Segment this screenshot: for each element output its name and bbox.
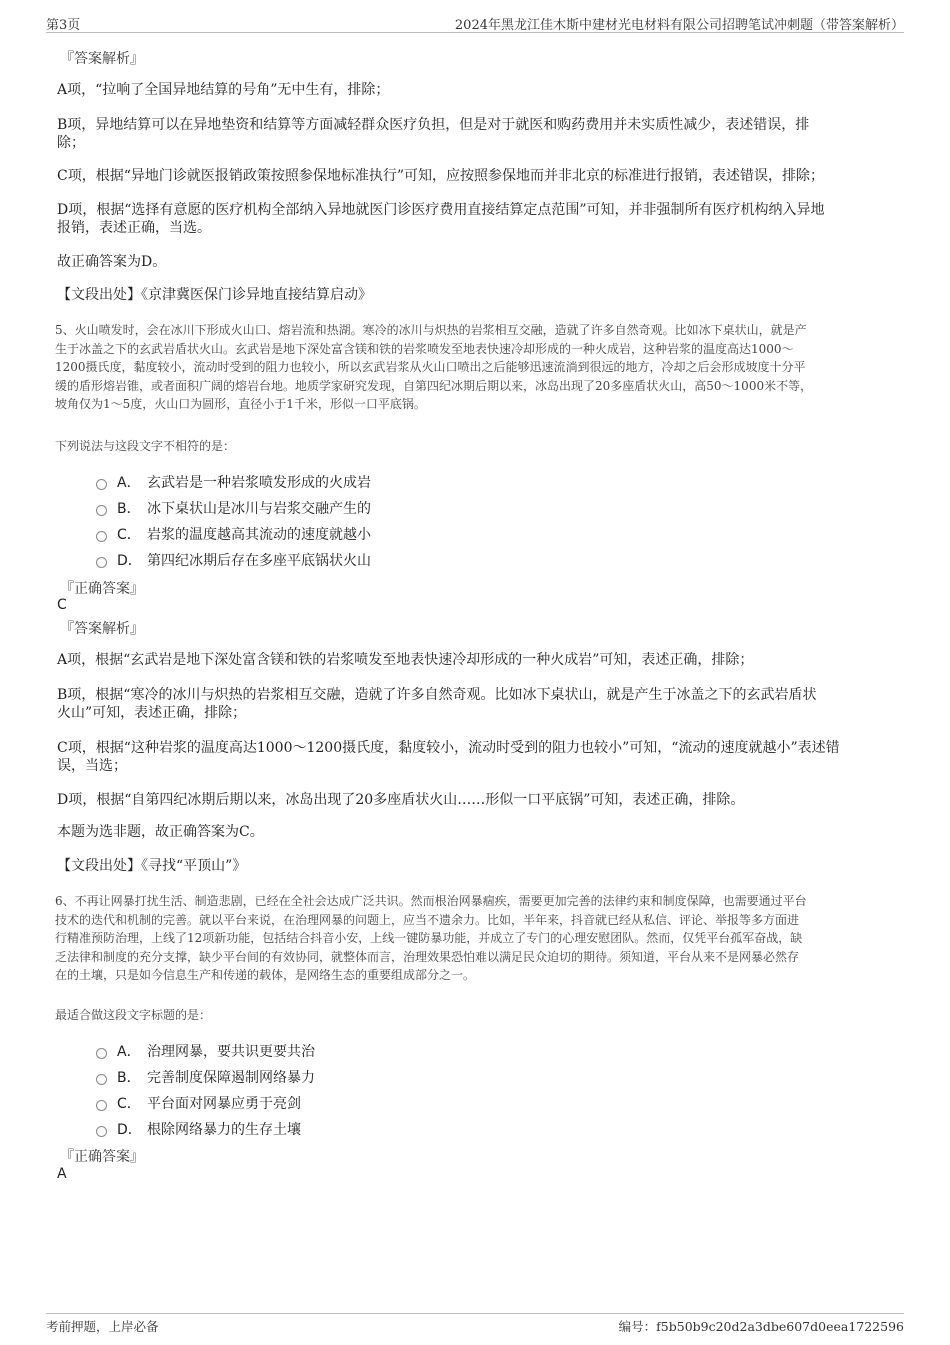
option-a[interactable]: A． 玄武岩是一种岩浆喷发形成的火成岩 [96, 472, 371, 492]
source-citation: 【文段出处】《京津冀医保门诊异地直接结算启动》 [57, 287, 372, 303]
question-5-prompt: 下列说法与这段文字不相符的是： [55, 439, 236, 453]
radio-icon[interactable] [96, 479, 107, 490]
option-c[interactable]: C． 平台面对网暴应勇于亮剑 [96, 1093, 301, 1113]
page-footer [46, 1313, 904, 1336]
option-d[interactable]: D． 第四纪冰期后存在多座平底锅状火山 [96, 550, 371, 570]
radio-icon[interactable] [96, 1074, 107, 1085]
source-citation: 【文段出处】《寻找“平顶山”》 [57, 858, 247, 874]
option-c[interactable]: C． 岩浆的温度越高其流动的速度就越小 [96, 524, 371, 544]
correct-answer-label: 『正确答案』 [60, 581, 144, 597]
analysis-label: 『答案解析』 [60, 51, 144, 67]
option-b[interactable]: B． 完善制度保障遏制网络暴力 [96, 1067, 315, 1087]
analysis-b-line2: 火山”可知，表述正确，排除； [57, 705, 247, 721]
radio-icon[interactable] [96, 531, 107, 542]
analysis-a: A项，“拉响了全国异地结算的号角”无中生有，排除； [57, 82, 390, 98]
analysis-b-line1: B项，异地结算可以在异地垫资和结算等方面减轻群众医疗负担，但是对于就医和购药费用并未实质性减少，表述错误，排 [57, 117, 810, 133]
analysis-c: C项，根据“异地门诊就医报销政策按照参保地标准执行”可知，应按照参保地而并非北京的标准进行报销，表述错误，排除； [57, 168, 825, 184]
correct-answer-label: 『正确答案』 [60, 1149, 144, 1165]
radio-icon[interactable] [96, 505, 107, 516]
page-header [46, 12, 904, 33]
correct-answer: C [57, 597, 67, 613]
analysis-b-line2: 除； [57, 135, 85, 151]
analysis-label: 『答案解析』 [60, 621, 144, 637]
analysis-d-line1: D项，根据“选择有意愿的医疗机构全部纳入异地就医门诊医疗费用直接结算定点范围”可知，并非强制所有医疗机构纳入异地 [57, 202, 825, 218]
correct-answer: A [57, 1166, 67, 1182]
analysis-c-line2: 误，当选； [57, 758, 127, 774]
option-b[interactable]: B． 冰下桌状山是冰川与岩浆交融产生的 [96, 498, 371, 518]
analysis-conclusion: 故正确答案为D。 [57, 254, 167, 270]
analysis-c-line1: C项，根据“这种岩浆的温度高达1000～1200摄氏度，黏度较小，流动时受到的阻力也较小”可知，“流动的速度就越小”表述错 [57, 740, 840, 756]
footer-slogan: 考前押题，上岸必备 [46, 1319, 159, 1334]
page-number: 第3页 [46, 18, 81, 33]
analysis-conclusion: 本题为选非题，故正确答案为C。 [57, 824, 264, 840]
analysis-d-line2: 报销，表述正确，当选。 [57, 220, 211, 236]
question-6-prompt: 最适合做这段文字标题的是： [55, 1008, 212, 1022]
option-d[interactable]: D． 根除网络暴力的生存土壤 [96, 1119, 301, 1139]
question-5-passage: 5、火山喷发时，会在冰川下形成火山口、熔岩流和热湖。寒冷的冰川与炽热的岩浆相互交融，造就了许多自然奇观。比如冰下桌状山，就是产 生于冰盖之下的玄武岩盾状火山。玄武岩是地下深处富含镁和铁的岩浆喷发至地表快速冷却形成的一种火成岩，这种岩浆的温度高达1000～ 1200摄氏度，黏度较小，流动时受到的阻力也较小，所以玄武岩浆从火山口喷出之后能够迅速流淌到很远的地方，冷却之后会形成坡度十分平 缓的盾形熔岩锥，或者面积广阔的熔岩台地。地质学家研究发现，自第四纪冰期后期以来，冰岛出现了20多座盾状火山，高50～1000米不等， 坡角仅为1～5度，火山口为圆形，直径小于1千米，形似一口平底锅。 [55, 323, 813, 411]
document-id: 编号：f5b50b9c20d2a3dbe607d0eea1722596 [618, 1319, 904, 1334]
question-6-passage: 6、不再让网暴打扰生活、制造悲剧，已经在全社会达成广泛共识。然而根治网暴痼疾，需要更加完善的法律约束和制度保障，也需要通过平台 技术的迭代和机制的完善。就以平台来说，在治理网暴的问题上，应当不遗余力。比如，半年来，抖音就已经从私信、评论、举报等多方面进 行精准预防治理，上线了12项新功能，包括结合抖音小安，上线一键防暴功能，并成立了专门的心理安慰团队。然而，仅凭平台孤军奋战，缺 乏法律和制度的充分支撑，缺少平台间的有效协同，就整体而言，治理效果恐怕难以满足民众迫切的期待。须知道，平台从来不是网暴必然存 在的土壤，只是如今信息生产和传递的载体，是网络生态的重要组成部分之一。 [55, 894, 807, 982]
option-a[interactable]: A． 治理网暴，要共识更要共治 [96, 1041, 315, 1061]
radio-icon[interactable] [96, 1048, 107, 1059]
analysis-a: A项，根据“玄武岩是地下深处富含镁和铁的岩浆喷发至地表快速冷却形成的一种火成岩”可知，表述正确，排除； [57, 652, 754, 668]
radio-icon[interactable] [96, 1100, 107, 1111]
radio-icon[interactable] [96, 1126, 107, 1137]
analysis-d: D项，根据“自第四纪冰期后期以来，冰岛出现了20多座盾状火山……形似一口平底锅”可知，表述正确，排除。 [57, 792, 745, 808]
analysis-b-line1: B项，根据“寒冷的冰川与炽热的岩浆相互交融，造就了许多自然奇观。比如冰下桌状山，就是产生于冰盖之下的玄武岩盾状 [57, 687, 817, 703]
radio-icon[interactable] [96, 557, 107, 568]
document-title: 2024年黑龙江佳木斯中建材光电材料有限公司招聘笔试冲刺题（带答案解析） [454, 18, 904, 33]
